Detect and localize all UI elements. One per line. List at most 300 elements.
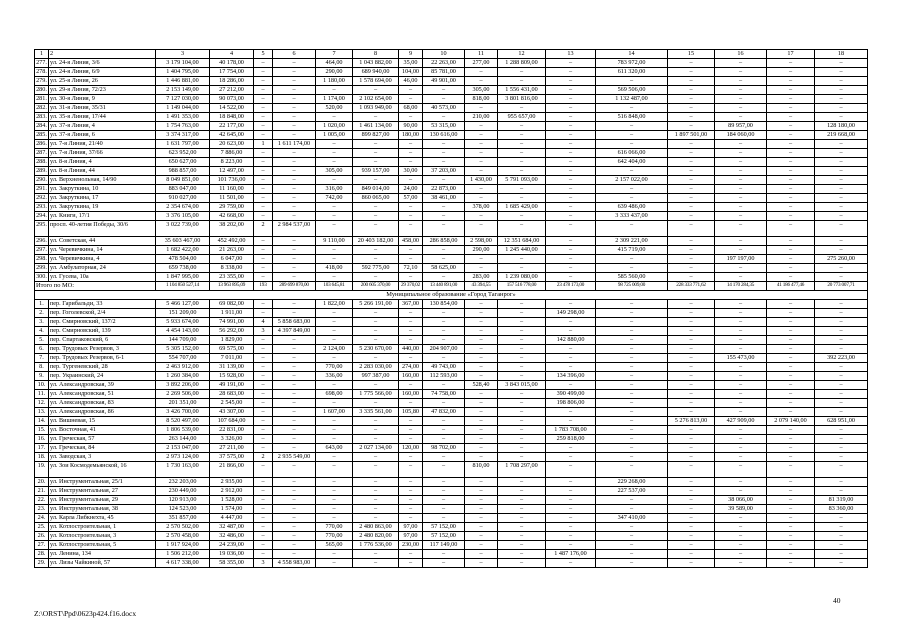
table-cell: –	[399, 221, 423, 237]
table-cell: 4 558 983,00	[273, 559, 316, 568]
table-cell: 2 157 022,00	[596, 176, 668, 185]
table-cell: ул. Греческая, 57	[49, 435, 156, 444]
table-cell: ул. Лизы Чайкиной, 57	[49, 559, 156, 568]
table-cell: 97,00	[399, 523, 423, 532]
table-cell: 23.	[35, 505, 49, 514]
table-row	[35, 212, 868, 221]
table-cell: 85 781,00	[423, 68, 465, 77]
table-cell: 5 230 670,00	[353, 345, 399, 354]
table-cell: –	[767, 221, 815, 237]
table-cell: –	[715, 140, 767, 149]
table-cell: –	[596, 264, 668, 273]
table-cell: 305,00	[465, 86, 498, 95]
table-cell: –	[668, 318, 715, 327]
table-cell: 554 707,00	[156, 354, 210, 363]
table-cell: 1 911,00	[210, 309, 254, 318]
table-cell: –	[546, 532, 596, 541]
table-row	[35, 309, 868, 318]
table-cell: –	[815, 149, 868, 158]
table-cell: 316,00	[316, 185, 353, 194]
table-cell: –	[668, 532, 715, 541]
table-cell: –	[316, 273, 353, 282]
table-cell: –	[815, 444, 868, 453]
table-cell: –	[498, 300, 546, 309]
table-cell: 742,00	[316, 194, 353, 203]
table-cell: –	[767, 559, 815, 568]
table-cell: ул. Амбулаторная, 24	[49, 264, 156, 273]
table-cell: 3 335 561,00	[353, 408, 399, 417]
table-cell: –	[498, 399, 546, 408]
table-cell: –	[815, 345, 868, 354]
table-cell: 305,00	[316, 167, 353, 176]
table-cell: –	[399, 354, 423, 363]
registry-table	[34, 49, 868, 568]
table-cell: –	[423, 487, 465, 496]
table-cell: ул. Закруткина, 10	[49, 185, 156, 194]
table-cell: 297.	[36, 246, 47, 253]
table-row	[35, 478, 868, 487]
table-cell: 3	[156, 50, 210, 59]
table-cell: 37 575,00	[210, 453, 254, 462]
table-cell: –	[254, 309, 273, 318]
table-cell: 390 499,00	[546, 390, 596, 399]
table-cell: –	[815, 273, 868, 282]
table-cell: –	[273, 212, 316, 221]
table-cell: –	[316, 496, 353, 505]
table-cell: 1 174,00	[316, 95, 353, 104]
table-cell: –	[815, 237, 868, 246]
header-row	[35, 50, 868, 59]
table-cell: –	[498, 167, 546, 176]
table-cell: –	[546, 203, 596, 212]
table-cell: –	[668, 77, 715, 86]
table-cell: –	[465, 408, 498, 417]
table-cell: –	[498, 496, 546, 505]
table-cell: 1 574,00	[210, 505, 254, 514]
table-cell: 351 857,00	[156, 514, 210, 523]
table-cell: ул. Греческая, 84	[49, 444, 156, 453]
table-cell: 11 501,00	[210, 194, 254, 203]
table-cell: –	[399, 399, 423, 408]
table-cell: –	[767, 514, 815, 523]
table-cell: 160,00	[399, 390, 423, 399]
table-cell: пер. Тургеневский, 28	[49, 363, 156, 372]
table-cell: –	[273, 113, 316, 122]
table-cell: 57 152,00	[423, 523, 465, 532]
table-cell: ул. 37-я Линия, 6	[49, 131, 156, 140]
table-cell: 1 806 539,00	[156, 426, 210, 435]
table-cell: –	[273, 354, 316, 363]
table-cell: –	[815, 541, 868, 550]
table-cell: –	[273, 273, 316, 282]
table-row	[35, 505, 868, 514]
table-cell: –	[715, 264, 767, 273]
table-cell: 23 355,00	[210, 273, 254, 282]
table-cell: 8 338,00	[210, 264, 254, 273]
table-cell: ул. Советская, 44	[49, 237, 156, 246]
table-cell: 42 645,00	[210, 131, 254, 140]
table-cell: –	[767, 336, 815, 345]
table-cell: 1 288 809,00	[498, 59, 546, 68]
table-cell: 528,40	[465, 381, 498, 390]
total-cell: 103 645,81	[316, 282, 353, 291]
table-cell: –	[423, 336, 465, 345]
table-cell: –	[815, 167, 868, 176]
table-cell: 569 506,00	[596, 86, 668, 95]
table-cell: –	[465, 354, 498, 363]
table-cell: –	[316, 505, 353, 514]
table-cell: –	[767, 523, 815, 532]
table-cell: 3 843 015,00	[498, 381, 546, 390]
table-cell: –	[465, 478, 498, 487]
table-cell: –	[596, 453, 668, 462]
table-cell: 15 928,00	[210, 372, 254, 381]
table-cell: –	[815, 264, 868, 273]
table-cell: –	[254, 444, 273, 453]
table-cell: –	[767, 203, 815, 212]
table-cell: 38 066,00	[715, 496, 767, 505]
table-cell: 1 491 353,00	[156, 113, 210, 122]
table-cell: 58 625,00	[423, 264, 465, 273]
table-cell: –	[254, 246, 273, 255]
table-cell: 230,00	[399, 541, 423, 550]
table-cell: –	[715, 158, 767, 167]
table-cell: –	[273, 77, 316, 86]
table-cell: 1	[35, 50, 49, 59]
table-cell: –	[596, 505, 668, 514]
table-cell: –	[273, 59, 316, 68]
table-cell: 69 082,00	[210, 300, 254, 309]
table-row	[35, 140, 868, 149]
table-cell: –	[815, 68, 868, 77]
table-cell: –	[498, 336, 546, 345]
table-cell: –	[273, 95, 316, 104]
table-cell: –	[668, 444, 715, 453]
table-cell: –	[546, 354, 596, 363]
table-cell: 3	[254, 327, 273, 336]
table-cell: 42 668,00	[210, 212, 254, 221]
table-cell: –	[715, 246, 767, 255]
table-cell: –	[399, 514, 423, 523]
table-cell: –	[353, 514, 399, 523]
table-cell: –	[596, 131, 668, 140]
table-cell: –	[254, 514, 273, 523]
table-cell: –	[668, 309, 715, 318]
table-cell: –	[316, 426, 353, 435]
table-cell: –	[767, 372, 815, 381]
table-row	[35, 532, 868, 541]
table-cell: 227 537,00	[596, 487, 668, 496]
table-cell: 418,00	[316, 264, 353, 273]
table-cell: 4 447,00	[210, 514, 254, 523]
table-cell: –	[254, 300, 273, 309]
table-cell: –	[767, 104, 815, 113]
table-cell: –	[815, 77, 868, 86]
table-cell: 283.	[36, 113, 47, 120]
table-cell: 10	[423, 50, 465, 59]
table-cell: –	[546, 149, 596, 158]
table-row	[35, 149, 868, 158]
table-cell: 17	[767, 50, 815, 59]
table-cell: 287.	[36, 149, 47, 156]
table-cell: –	[254, 237, 273, 246]
table-cell: –	[668, 478, 715, 487]
table-cell: –	[546, 327, 596, 336]
table-cell: –	[254, 417, 273, 426]
table-row	[35, 203, 868, 212]
table-row	[35, 453, 868, 462]
table-cell: –	[423, 381, 465, 390]
table-cell: –	[815, 559, 868, 568]
table-cell: –	[254, 185, 273, 194]
table-cell: –	[715, 327, 767, 336]
table-cell: 105,80	[399, 408, 423, 417]
table-cell: –	[465, 444, 498, 453]
table-cell: –	[465, 523, 498, 532]
table-cell: –	[767, 95, 815, 104]
table-cell: –	[596, 363, 668, 372]
table-cell: –	[715, 336, 767, 345]
table-cell: –	[423, 426, 465, 435]
table-cell: –	[767, 167, 815, 176]
table-cell: –	[254, 158, 273, 167]
table-cell: –	[767, 185, 815, 194]
table-cell: 298.	[36, 255, 47, 262]
table-cell: 1 685 429,00	[498, 203, 546, 212]
table-cell: –	[353, 453, 399, 462]
table-cell: –	[498, 478, 546, 487]
table-cell: ул. Заводская, 3	[49, 453, 156, 462]
total-cell: 157 516 778,00	[498, 282, 546, 291]
table-cell: –	[353, 176, 399, 185]
table-cell: –	[546, 158, 596, 167]
table-cell: 149 298,00	[546, 309, 596, 318]
table-cell: –	[353, 140, 399, 149]
table-row	[35, 255, 868, 264]
table-cell: –	[498, 559, 546, 568]
table-row	[35, 462, 868, 478]
table-cell: ул. Инструментальная, 25/1	[49, 478, 156, 487]
table-cell: –	[254, 212, 273, 221]
table-cell: –	[254, 273, 273, 282]
table-cell: ул. Александровская, 51	[49, 390, 156, 399]
table-row	[35, 435, 868, 444]
table-cell: –	[498, 77, 546, 86]
table-cell: 2 102 654,00	[353, 95, 399, 104]
table-cell: 197 197,00	[715, 255, 767, 264]
table-cell: –	[668, 86, 715, 95]
table-cell: –	[498, 327, 546, 336]
table-cell: 286 858,00	[423, 237, 465, 246]
total-cell: 200 605 370,00	[353, 282, 399, 291]
table-row	[35, 59, 868, 68]
table-cell: –	[668, 185, 715, 194]
table-cell: –	[546, 363, 596, 372]
table-cell: –	[815, 300, 868, 309]
table-cell: 2 269 506,00	[156, 390, 210, 399]
table-cell: 98 702,00	[423, 444, 465, 453]
table-cell: 1 180,00	[316, 77, 353, 86]
table-cell: –	[668, 140, 715, 149]
table-cell: –	[273, 435, 316, 444]
table-cell: 3.	[35, 318, 49, 327]
table-cell: 1 093 949,00	[353, 104, 399, 113]
table-cell: 2 354 674,00	[156, 203, 210, 212]
table-cell: 22 263,00	[423, 59, 465, 68]
table-cell: 440,00	[399, 345, 423, 354]
table-cell: –	[353, 559, 399, 568]
table-cell: –	[254, 95, 273, 104]
table-cell: –	[316, 212, 353, 221]
table-cell: –	[767, 273, 815, 282]
table-cell: 2 283 030,00	[353, 363, 399, 372]
table-cell: –	[668, 149, 715, 158]
table-cell: пер. Смирновский, 137/2	[49, 318, 156, 327]
table-cell: 5 305 152,00	[156, 345, 210, 354]
table-cell: 27 212,00	[210, 86, 254, 95]
table-cell: –	[498, 68, 546, 77]
table-cell: –	[465, 77, 498, 86]
table-cell: пер. Трудовых Резервов, 6-1	[49, 354, 156, 363]
table-cell: 3 179 104,00	[156, 59, 210, 68]
table-cell: –	[715, 426, 767, 435]
table-cell: –	[596, 255, 668, 264]
table-cell: –	[498, 541, 546, 550]
table-cell: 9	[399, 50, 423, 59]
table-cell: –	[423, 478, 465, 487]
table-cell: –	[546, 318, 596, 327]
table-cell: 89 957,00	[715, 122, 767, 131]
table-cell: –	[353, 113, 399, 122]
table-cell: –	[254, 131, 273, 140]
table-cell: –	[715, 77, 767, 86]
table-cell: –	[465, 221, 498, 237]
table-cell: 7 127 030,00	[156, 95, 210, 104]
table-cell: –	[399, 318, 423, 327]
table-cell: 289.	[36, 167, 47, 174]
table-cell: –	[596, 345, 668, 354]
table-cell: –	[254, 255, 273, 264]
table-cell: 278.	[36, 68, 47, 75]
table-cell: пер. Гоголевской, 2/4	[49, 309, 156, 318]
table-cell: ул. Инструментальная, 27	[49, 487, 156, 496]
table-cell: –	[273, 336, 316, 345]
table-cell: 219 668,00	[815, 131, 868, 140]
table-cell: –	[465, 255, 498, 264]
table-cell: –	[316, 462, 353, 478]
table-cell: ул. 8-я Линия, 44	[49, 167, 156, 176]
table-cell: –	[715, 176, 767, 185]
table-cell: –	[767, 496, 815, 505]
table-row	[35, 496, 868, 505]
table-cell: –	[254, 77, 273, 86]
table-cell: пер. Украинский, 24	[49, 372, 156, 381]
table-cell: –	[596, 300, 668, 309]
table-cell: –	[767, 68, 815, 77]
table-cell: –	[465, 194, 498, 203]
table-cell: –	[668, 158, 715, 167]
file-path-footer: Z:\ORST\Ppd\0623p424.f16.docx	[34, 609, 137, 618]
table-cell: –	[399, 203, 423, 212]
table-cell: 1 682 422,00	[156, 246, 210, 255]
table-cell: 20 403 182,00	[353, 237, 399, 246]
table-cell: –	[715, 237, 767, 246]
table-cell: –	[715, 381, 767, 390]
table-cell: –	[316, 550, 353, 559]
table-cell: –	[423, 327, 465, 336]
table-cell: 1 260 384,00	[156, 372, 210, 381]
table-cell: 14.	[35, 417, 49, 426]
table-cell: –	[273, 408, 316, 417]
table-cell: –	[254, 505, 273, 514]
table-row	[35, 167, 868, 176]
table-row	[35, 77, 868, 86]
table-cell: –	[465, 212, 498, 221]
table-cell: 5 466 127,00	[156, 300, 210, 309]
table-cell: 263 144,00	[156, 435, 210, 444]
table-cell: –	[546, 300, 596, 309]
table-cell: –	[767, 426, 815, 435]
table-cell: –	[273, 104, 316, 113]
table-cell: –	[423, 273, 465, 282]
table-cell: –	[399, 113, 423, 122]
table-cell: –	[273, 246, 316, 255]
table-cell: –	[498, 550, 546, 559]
table-cell: –	[353, 212, 399, 221]
table-cell: –	[465, 149, 498, 158]
table-cell: –	[815, 532, 868, 541]
table-cell: ул. Котлостроительная, 3	[49, 532, 156, 541]
table-cell: 628 951,00	[815, 417, 868, 426]
table-cell: –	[465, 336, 498, 345]
table-cell: –	[767, 532, 815, 541]
table-cell: –	[546, 523, 596, 532]
table-cell: –	[273, 390, 316, 399]
table-cell: ул. Ленина, 134	[49, 550, 156, 559]
table-cell: 120 913,00	[156, 496, 210, 505]
table-cell: 22 177,00	[210, 122, 254, 131]
table-cell: –	[715, 185, 767, 194]
table-cell: ул. Вишневая, 15	[49, 417, 156, 426]
table-row	[35, 541, 868, 550]
table-row	[35, 194, 868, 203]
table-cell: 1 917 924,00	[156, 541, 210, 550]
table-cell: 49 743,00	[423, 363, 465, 372]
table-cell: 43 307,00	[210, 408, 254, 417]
table-cell: –	[399, 453, 423, 462]
table-cell: –	[668, 541, 715, 550]
table-cell: –	[715, 523, 767, 532]
table-cell: 7.	[35, 354, 49, 363]
table-cell: 90 073,00	[210, 95, 254, 104]
table-cell: –	[815, 363, 868, 372]
table-cell: просп. 40-летия Победы, 30/6	[49, 221, 156, 237]
table-cell: –	[254, 86, 273, 95]
table-cell: –	[767, 318, 815, 327]
table-cell: –	[767, 158, 815, 167]
table-cell: 22.	[35, 496, 49, 505]
table-cell: 7 886,00	[210, 149, 254, 158]
section-title: Муниципальное образование «Город Таганрог»	[35, 291, 868, 300]
table-cell: –	[668, 435, 715, 444]
table-cell: –	[498, 255, 546, 264]
table-cell: ул. Котлостроительная, 1	[49, 523, 156, 532]
table-cell: –	[815, 453, 868, 462]
table-cell: 12 351 684,00	[498, 237, 546, 246]
table-row	[35, 246, 868, 255]
table-cell: –	[254, 345, 273, 354]
table-cell: –	[668, 300, 715, 309]
